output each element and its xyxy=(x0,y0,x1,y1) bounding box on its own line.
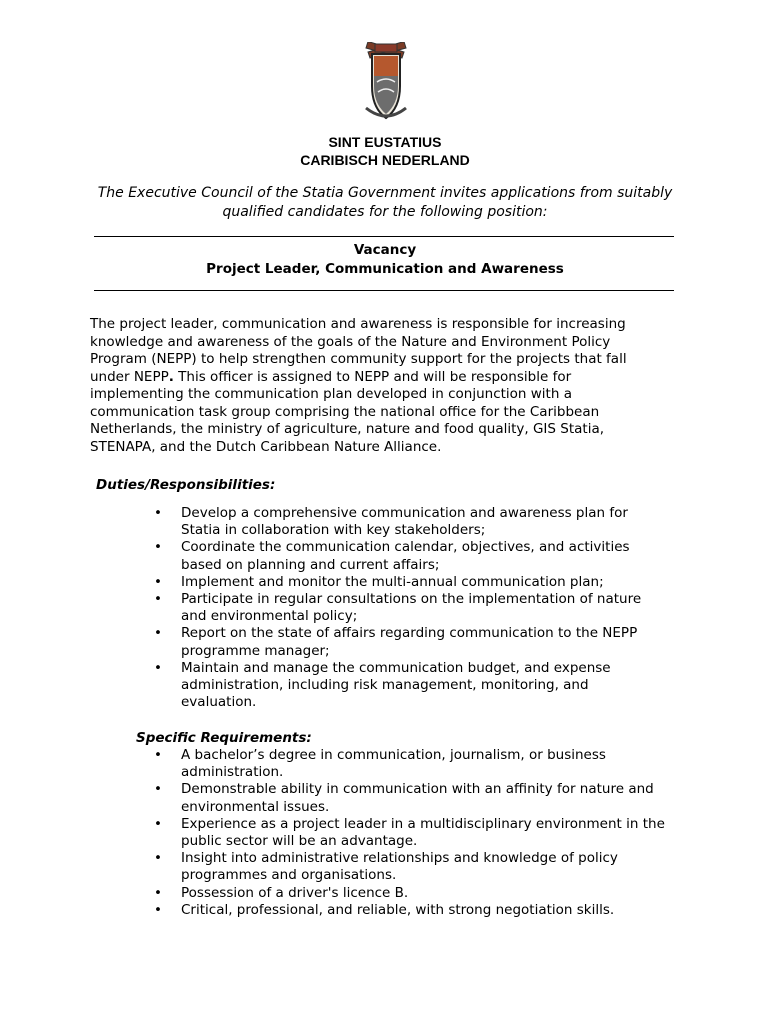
description-line: communication task group comprising the national office for the Caribbean xyxy=(90,403,600,420)
description-line xyxy=(90,369,690,387)
description-bold-period: . xyxy=(168,368,174,385)
description-line: implementing the communication plan developed in conjunction with a xyxy=(90,386,572,402)
description-text: under NEPP xyxy=(90,368,169,385)
duty-item: • Coordinate the communication calendar, objectives, and activities based on planning and current affairs; xyxy=(150,539,641,573)
duty-item: • Develop a comprehensive communication and awareness plan for Statia in collaboration with key stakeholders; xyxy=(150,505,641,539)
requirement-item: • Demonstrable ability in communication with an affinity for nature and environmental issues. xyxy=(150,781,665,815)
duty-item: • Implement and monitor the multi-annual communication plan; xyxy=(150,574,641,591)
vacancy-label: Vacancy xyxy=(353,242,417,258)
job-description xyxy=(90,316,690,456)
divider-top xyxy=(94,236,674,237)
requirement-item: • Insight into administrative relationships and knowledge of policy programmes and organisations. xyxy=(150,850,665,884)
requirements-heading: Specific Requirements: xyxy=(136,730,312,746)
duty-item: • Participate in regular consultations on the implementation of nature and environmental policy; xyxy=(150,591,641,625)
description-line: Program (NEPP) to help strengthen community support for the projects that fall xyxy=(90,351,627,367)
header-region-name: CARIBISCH NEDERLAND xyxy=(300,152,470,168)
duty-item: • Report on the state of affairs regarding communication to the NEPP programme manager; xyxy=(150,625,641,659)
requirement-item: • Possession of a driver's licence B. xyxy=(150,885,665,902)
description-line: The project leader, communication and awareness is responsible for increasing xyxy=(90,316,626,332)
requirement-item: • Experience as a project leader in a multidisciplinary environment in the public sector will be an advantage. xyxy=(150,816,665,850)
coat-of-arms-icon xyxy=(358,42,414,122)
requirement-item: • Critical, professional, and reliable, with strong negotiation skills. xyxy=(150,902,665,919)
description-text: This officer is assigned to NEPP and will be responsible for xyxy=(173,368,572,385)
divider-bottom xyxy=(94,290,674,291)
requirement-item: • A bachelor’s degree in communication, journalism, or business administration. xyxy=(150,747,665,781)
duties-heading: Duties/Responsibilities: xyxy=(96,477,276,493)
requirements-list xyxy=(150,747,665,919)
description-line: STENAPA, and the Dutch Caribbean Nature Alliance. xyxy=(90,438,442,455)
header-island-name: SINT EUSTATIUS xyxy=(328,134,442,150)
description-line: knowledge and awareness of the goals of the Nature and Environment Policy xyxy=(90,333,611,350)
intro-line: The Executive Council of the Statia Government invites applications from suitably xyxy=(97,185,673,201)
intro-text xyxy=(90,184,680,222)
vacancy-title: Project Leader, Communication and Awareness xyxy=(206,261,564,277)
duties-list xyxy=(150,505,641,711)
duty-item: • Maintain and manage the communication budget, and expense administration, including risk management, monitoring, and evaluation. xyxy=(150,660,641,712)
intro-line: qualified candidates for the following position: xyxy=(222,204,548,220)
description-line: Netherlands, the ministry of agriculture, nature and food quality, GIS Statia, xyxy=(90,421,605,437)
